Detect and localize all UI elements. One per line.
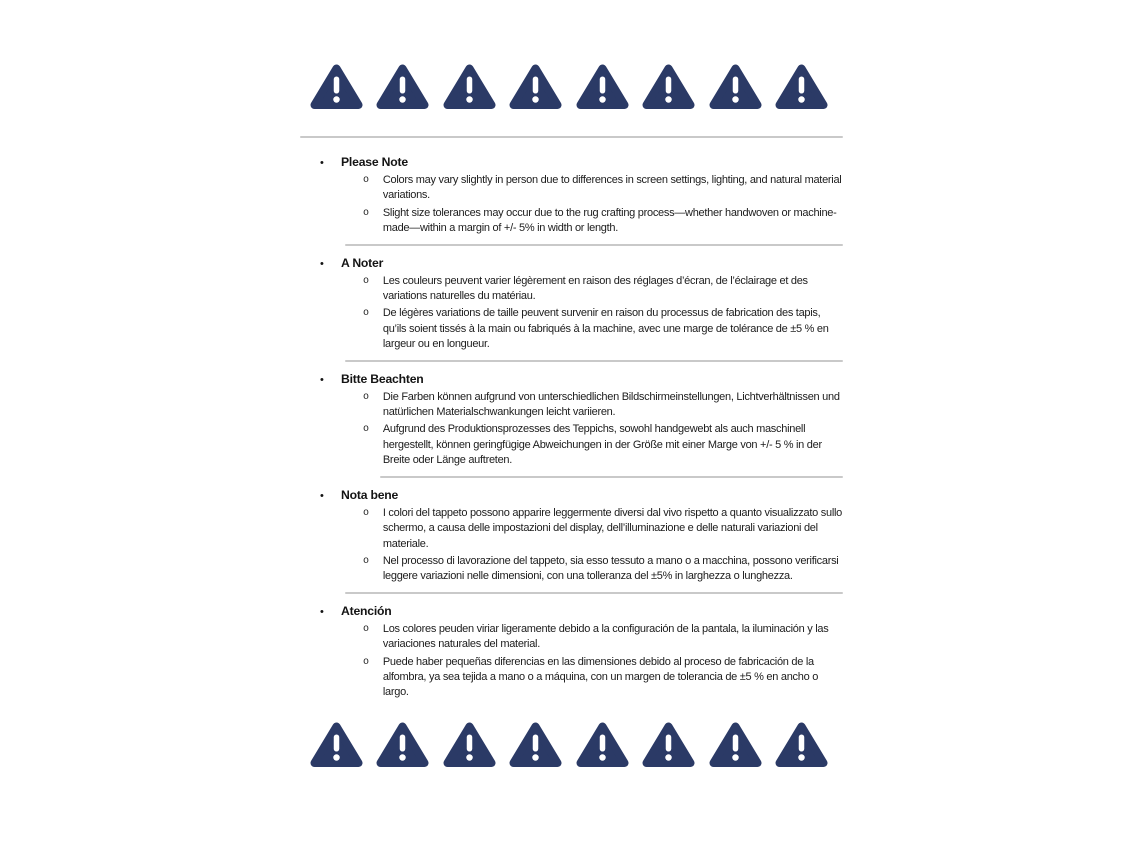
warning-triangle-icon: [642, 62, 695, 112]
section-title: A Noter: [341, 255, 384, 270]
note-item: [300, 206, 845, 237]
divider: [345, 592, 843, 594]
note-item: [300, 274, 845, 305]
divider: [300, 136, 843, 138]
bullet-icon: •: [320, 605, 324, 618]
note-text: Nel processo di lavorazione del tappeto, sia esso tessuto a mano o a macchina, possono verificarsi leggere variazioni nelle dimensioni, con una tolleranza del ±5% in larghezza o lunghezza.: [382, 554, 839, 583]
section-title: Nota bene: [341, 487, 399, 502]
circle-bullet-icon: o: [363, 424, 370, 436]
bullet-icon: •: [320, 489, 324, 502]
warning-triangle-icon: [576, 720, 629, 770]
section-heading: [300, 604, 845, 620]
warning-triangle-icon: [443, 62, 496, 112]
warning-triangle-icon: [775, 62, 828, 112]
circle-bullet-icon: o: [363, 507, 370, 519]
circle-bullet-icon: o: [363, 656, 370, 668]
section-title: Bitte Beachten: [341, 371, 424, 386]
note-item: [300, 554, 845, 585]
circle-bullet-icon: o: [363, 207, 370, 219]
note-section-english: [300, 155, 845, 237]
warning-banner-top: [300, 62, 845, 112]
note-section-french: [300, 256, 845, 353]
note-item: [300, 655, 845, 701]
warning-triangle-icon: [443, 720, 496, 770]
note-text: Aufgrund des Produktionsprozesses des Teppichs, sowohl handgewebt als auch maschinell hergestellt, können geringfügige Abweichungen in der Größe mit einer Marge von +/- 5 % in der Breite oder Länge auftreten.: [382, 423, 822, 467]
divider: [380, 476, 843, 478]
bullet-icon: •: [320, 157, 324, 169]
warning-triangle-icon: [376, 62, 429, 112]
note-text: I colori del tappeto possono apparire leggermente diversi dal vivo rispetto a quanto visualizzato sullo schermo, a causa delle impostazioni del display, dell’illuminazione e delle naturali variazioni del materiale.: [382, 506, 842, 550]
warning-banner-bottom: [300, 720, 845, 770]
section-heading: [300, 256, 845, 272]
note-text: Die Farben können aufgrund von unterschiedlichen Bildschirmeinstellungen, Lichtverhältnissen und natürlichen Materialschwankungen leicht variieren.: [382, 390, 840, 419]
note-item: [300, 422, 845, 468]
note-text: Les couleurs peuvent varier légèrement en raison des réglages d’écran, de l’éclairage et des variations naturelles du matériau.: [382, 274, 808, 303]
bullet-icon: •: [320, 257, 324, 270]
content-column: [300, 0, 845, 770]
note-item: [300, 506, 845, 552]
note-section-spanish: [300, 604, 845, 701]
section-heading: [300, 372, 845, 388]
circle-bullet-icon: o: [363, 391, 370, 403]
warning-triangle-icon: [310, 62, 363, 112]
note-item: [300, 390, 845, 421]
circle-bullet-icon: o: [363, 275, 370, 287]
note-text: Colors may vary slightly in person due to differences in screen settings, lighting, and natural material variations.: [382, 174, 842, 202]
note-section-italian: [300, 488, 845, 585]
section-title: Atención: [341, 603, 392, 618]
warning-triangle-icon: [576, 62, 629, 112]
section-heading: [300, 488, 845, 504]
circle-bullet-icon: o: [363, 308, 370, 320]
warning-triangle-icon: [376, 720, 429, 770]
section-title: Please Note: [341, 155, 408, 169]
note-item: [300, 622, 845, 653]
circle-bullet-icon: o: [363, 555, 370, 567]
note-text: Puede haber pequeñas diferencias en las dimensiones debido al proceso de fabricación de la alfombra, ya sea tejida a mano o a máquina, con un margen de tolerancia de ±5 % en ancho o largo.: [382, 655, 819, 699]
warning-triangle-icon: [775, 720, 828, 770]
note-text: Slight size tolerances may occur due to the rug crafting process—whether handwoven or machine-made—within a margin of +/- 5% in width or length.: [382, 206, 837, 235]
divider: [345, 360, 843, 362]
warning-triangle-icon: [509, 62, 562, 112]
note-text: Los colores peuden viriar ligeramente debido a la configuración de la pantala, la iluminación y las variaciones naturales del material.: [382, 622, 829, 651]
circle-bullet-icon: o: [363, 175, 370, 186]
note-text: De légères variations de taille peuvent survenir en raison du processus de fabrication des tapis, qu’ils soient tissés à la main ou fabriqués à la machine, avec une marge de tolérance de ±5 % en largeur ou en longueur.: [382, 307, 829, 351]
warning-triangle-icon: [709, 720, 762, 770]
note-item: [300, 306, 845, 352]
warning-triangle-icon: [509, 720, 562, 770]
note-section-german: [300, 372, 845, 469]
circle-bullet-icon: o: [363, 623, 370, 635]
divider: [345, 244, 843, 246]
warning-triangle-icon: [310, 720, 363, 770]
bullet-icon: •: [320, 373, 324, 386]
note-item: [300, 173, 845, 204]
warning-triangle-icon: [642, 720, 695, 770]
warning-triangle-icon: [709, 62, 762, 112]
section-heading: [300, 155, 845, 171]
